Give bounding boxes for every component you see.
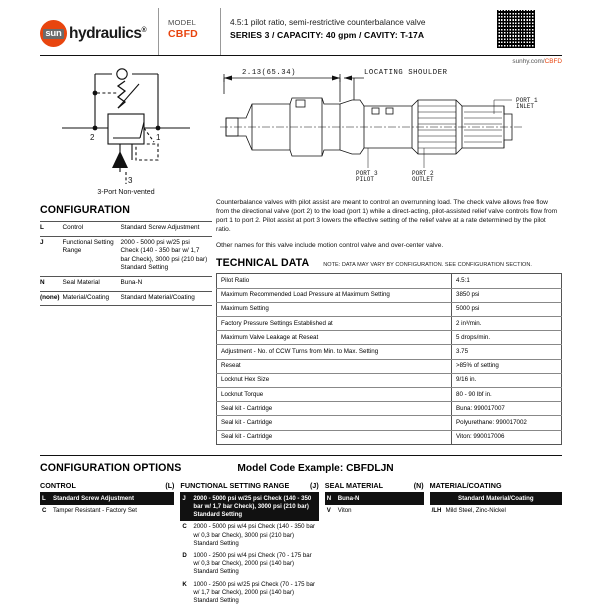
datasheet-page [40, 8, 562, 604]
config-value: Buna-N [121, 276, 212, 291]
tech-value: 3850 psi [452, 288, 562, 302]
table-row [217, 402, 562, 416]
config-code: L [40, 222, 63, 237]
table-row [40, 276, 212, 291]
datamatrix-block [470, 8, 562, 55]
option-column-material-coating [430, 481, 562, 607]
dim-overall-label: 2.13(65.34) [242, 69, 297, 77]
technical-data-title: TECHNICAL DATA [216, 257, 310, 270]
tech-label: Pilot Ratio [217, 274, 452, 288]
content-row [40, 198, 562, 445]
table-row [217, 331, 562, 345]
cartridge-svg [212, 56, 560, 196]
option-code: C [182, 523, 187, 531]
tech-value: 5000 psi [452, 302, 562, 316]
configuration-options-title: CONFIGURATION OPTIONS [40, 461, 182, 474]
option-column-title: FUNCTIONAL SETTING RANGE [180, 480, 290, 490]
tech-label: Locknut Hex Size [217, 373, 452, 387]
tech-value: >85% of setting [452, 359, 562, 373]
tech-label: Maximum Recommended Load Pressure at Maximum Setting [217, 288, 452, 302]
logo-wordmark: hydraulics® [69, 24, 147, 42]
option-label: Standard Screw Adjustment [53, 494, 135, 502]
svg-text:INLET: INLET [516, 103, 535, 110]
tech-label: Maximum Setting [217, 302, 452, 316]
option-label: Viton [337, 506, 352, 514]
config-name: Seal Material [63, 276, 121, 291]
table-row [40, 222, 212, 237]
option-item-viton[interactable] [325, 505, 424, 517]
option-code: C [42, 506, 47, 514]
svg-text:PILOT: PILOT [356, 176, 375, 183]
option-label: 1000 - 2500 psi w/4 psi Check (70 - 175 bar w/ 0,3 bar Check), 2000 psi (140 bar) Standard Setting [193, 551, 312, 576]
option-column-title: MATERIAL/COATING [429, 480, 502, 490]
tech-value: 3.75 [452, 345, 562, 359]
option-column-key: (L) [165, 482, 175, 490]
model-code-example: Model Code Example: CBFDLJN [237, 462, 394, 474]
configuration-section [40, 198, 212, 445]
svg-text:1: 1 [156, 133, 161, 142]
description-paragraph-2: Other names for this valve include motion control valve and over-center valve. [216, 242, 444, 250]
option-item-range-j[interactable] [180, 493, 318, 522]
table-row [217, 416, 562, 430]
tech-value: 5 drops/min. [452, 331, 562, 345]
option-column-title: SEAL MATERIAL [324, 480, 384, 490]
option-column-key: (J) [310, 482, 319, 490]
tech-label: Factory Pressure Settings Established at [217, 317, 452, 331]
tech-label: Locknut Torque [217, 387, 452, 401]
configuration-table [40, 221, 212, 306]
config-value: 2000 - 5000 psi w/25 psi Check (140 - 350 bar w/ 1,7 bar Check), 3000 psi (210 bar) Standard Setting [121, 236, 212, 276]
logo-mark-label: sun [45, 27, 62, 39]
page-header [40, 8, 562, 56]
product-subtitle: 4.5:1 pilot ratio, semi-restrictive counterbalance valve [230, 17, 426, 27]
title-block [220, 8, 470, 55]
option-column-title: CONTROL [40, 480, 76, 490]
option-column-functional-setting-range [180, 481, 318, 607]
option-code: N [326, 494, 332, 502]
technical-data-header [216, 257, 562, 269]
option-label: Mild Steel, Zinc-Nickel [445, 506, 506, 514]
option-label: 1000 - 2500 psi w/25 psi Check (70 - 175 bar w/ 1,7 bar Check), 2000 psi (140 bar) Standard Setting [193, 580, 316, 604]
tech-value: Buna: 990017007 [452, 402, 562, 416]
option-item-buna-n[interactable] [325, 493, 424, 505]
details-section [212, 198, 562, 445]
option-code: J [182, 494, 186, 502]
schematic-svg [40, 56, 212, 196]
option-item-tamper-resistant[interactable] [40, 505, 174, 517]
option-item-range-k[interactable] [180, 579, 318, 607]
table-row [217, 430, 562, 444]
table-row [217, 317, 562, 331]
option-item-standard-screw-adjustment[interactable] [40, 493, 174, 505]
config-value: Standard Material/Coating [121, 291, 212, 306]
tech-value: 2 in³/min. [452, 317, 562, 331]
configuration-options-section [40, 455, 562, 607]
model-block [158, 8, 220, 55]
sun-logo-icon [40, 20, 67, 47]
option-label: Buna-N [337, 494, 360, 502]
option-item-range-d[interactable] [180, 550, 318, 579]
table-row [217, 359, 562, 373]
config-name: Functional Setting Range [63, 236, 121, 276]
option-code: V [326, 506, 331, 514]
config-value: Standard Screw Adjustment [121, 222, 212, 237]
option-column-control [40, 481, 174, 607]
tech-label: Maximum Valve Leakage at Reseat [217, 331, 452, 345]
option-item-mild-steel-zinc-nickel[interactable] [430, 505, 562, 517]
option-code: K [182, 580, 187, 588]
cartridge-drawing [212, 56, 562, 196]
option-column-header [325, 481, 424, 493]
table-row [217, 345, 562, 359]
option-label: Tamper Resistant - Factory Set [53, 506, 137, 514]
tech-label: Reseat [217, 359, 452, 373]
tech-label: Adjustment - No. of CCW Turns from Min. to Max. Setting [217, 345, 452, 359]
tech-value: 9/16 in. [452, 373, 562, 387]
option-code: D [182, 551, 187, 559]
figures-row [40, 56, 562, 196]
svg-text:OUTLET: OUTLET [412, 176, 434, 183]
option-item-range-c[interactable] [180, 521, 318, 550]
description-paragraph-1: Counterbalance valves with pilot assist are meant to control an overrunning load. The check valve allows free flow from the directional valve (port 2) to the load (port 1) while a direct-acting, pilot-assisted relief valve controls flow from port 1 to port 2. Pilot assist at port 3 lowers the effective setting of the relief valve at a rate determined by the pilot ratio. [216, 199, 558, 234]
config-name: Material/Coating [63, 291, 121, 306]
technical-data-table [216, 273, 562, 444]
config-code: (none) [40, 291, 63, 306]
datamatrix-code-icon [497, 10, 535, 48]
option-column-header [40, 481, 174, 493]
table-row [217, 274, 562, 288]
product-url[interactable]: sunhy.com/CBFD [512, 58, 562, 65]
port3-label: PORT 3 [356, 170, 378, 177]
brand-logo [40, 8, 158, 55]
option-label: 2000 - 5000 psi w/25 psi Check (140 - 350 bar w/ 1,7 bar Check), 3000 psi (210 bar) Standard Setting [193, 494, 312, 519]
config-code: N [40, 276, 63, 291]
option-column-key: (N) [413, 482, 424, 490]
table-row [217, 373, 562, 387]
options-columns [40, 481, 562, 607]
locating-shoulder-label: LOCATING SHOULDER [364, 69, 448, 77]
svg-text:3: 3 [128, 176, 133, 185]
product-specline: SERIES 3 / CAPACITY: 40 gpm / CAVITY: T-17A [230, 30, 425, 40]
option-label: 2000 - 5000 psi w/4 psi Check (140 - 350 bar w/ 0,3 bar Check), 3000 psi (210 bar) Standard Setting [193, 523, 316, 547]
tech-label: Seal kit - Cartridge [221, 433, 273, 441]
svg-text:2: 2 [90, 133, 95, 142]
table-row [217, 302, 562, 316]
model-code: CBFD [168, 28, 198, 40]
table-row [40, 291, 212, 306]
config-code: J [40, 236, 63, 276]
table-row [217, 387, 562, 401]
tech-label: Seal kit - Cartridge [217, 402, 452, 416]
option-code: /LH [431, 506, 442, 514]
port1-label: PORT 1 [516, 97, 538, 104]
table-row [40, 236, 212, 276]
schematic-caption: 3-Port Non-vented [97, 189, 155, 196]
option-column-seal-material [325, 481, 424, 607]
option-label: Standard Material/Coating [458, 494, 534, 502]
tech-value: Polyurethane: 990017002 [452, 416, 562, 430]
hydraulic-schematic [40, 56, 212, 196]
model-label: MODEL [168, 18, 197, 27]
config-name: Control [63, 222, 121, 237]
configuration-options-header [40, 462, 562, 474]
option-column-header [180, 481, 318, 493]
configuration-title: CONFIGURATION [40, 204, 130, 216]
option-column-header [430, 481, 562, 493]
tech-value: 80 - 90 lbf in. [452, 387, 562, 401]
tech-value: 4.5:1 [452, 274, 562, 288]
tech-label: Seal kit - Cartridge [217, 416, 452, 430]
option-code: L [42, 494, 46, 502]
table-row [217, 288, 562, 302]
option-item-standard-material-coating[interactable] [430, 493, 562, 505]
tech-value: Viton: 990017006 [452, 430, 562, 444]
technical-data-note: NOTE: DATA MAY VARY BY CONFIGURATION. SEE CONFIGURATION SECTION. [323, 262, 532, 269]
port2-label: PORT 2 [412, 170, 434, 177]
